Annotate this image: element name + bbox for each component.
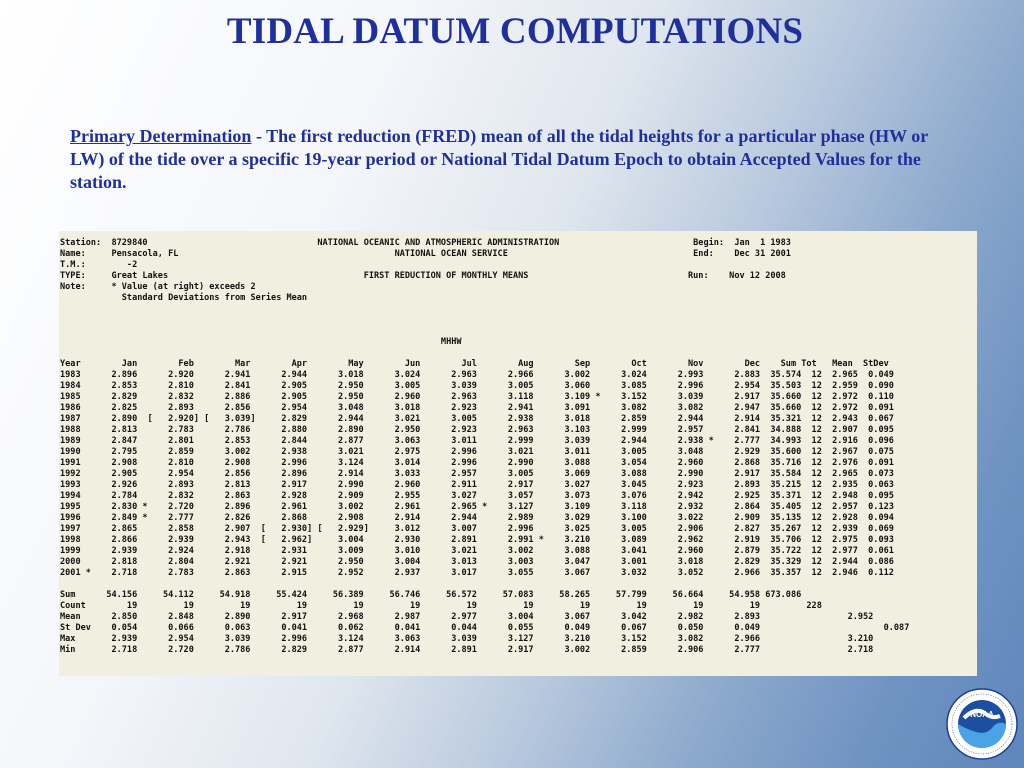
- report-line: 1992 2.905 2.954 2.856 2.896 2.914 3.033 2.957 3.005 3.069 3.088 2.990 2.917 35.584 12 2.965 0.073: [60, 469, 894, 479]
- report-line: 1998 2.866 2.939 2.943 [ 2.962] 3.004 2.930 2.891 2.991 * 3.210 3.089 2.962 2.919 35.706 12 2.975 0.093: [60, 535, 894, 545]
- report-line: Year Jan Feb Mar Apr May Jun Jul Aug Sep Oct Nov Dec Sum Tot Mean StDev: [60, 359, 889, 369]
- intro-text: - The first reduction (FRED) mean of all the tidal heights for a particular phase (HW or LW) of the tide over a specific 19-year period or National Tidal Datum Epoch to obtain Accepted Values for the station.: [70, 126, 928, 192]
- report-line: 1994 2.784 2.832 2.863 2.928 2.909 2.955 3.027 3.057 3.073 3.076 2.942 2.925 35.371 12 2.948 0.095: [60, 491, 894, 501]
- slide-title: TIDAL DATUM COMPUTATIONS: [226, 11, 804, 52]
- noaa-logo-icon: [946, 688, 1018, 760]
- report-line: Mean 2.850 2.848 2.890 2.917 2.968 2.987 2.977 3.004 3.067 3.042 2.982 2.893 2.952: [60, 612, 874, 622]
- report-line: St Dev 0.054 0.066 0.063 0.041 0.062 0.041 0.044 0.055 0.049 0.067 0.050 0.049 0.087: [60, 623, 910, 633]
- report-line: 1985 2.829 2.832 2.886 2.905 2.950 2.960 2.963 3.118 3.109 * 3.152 3.039 2.917 35.660 12 2.972 0.110: [60, 392, 894, 402]
- report-line: 1991 2.908 2.810 2.908 2.996 3.124 3.014 2.996 2.990 3.088 3.054 2.960 2.868 35.716 12 2.976 0.091: [60, 458, 894, 468]
- report-line: 2001 * 2.718 2.783 2.863 2.915 2.952 2.937 3.017 3.055 3.067 3.032 3.052 2.966 35.357 12 2.946 0.112: [60, 568, 894, 578]
- report-line: Note: * Value (at right) exceeds 2: [60, 282, 256, 292]
- report-line: 2000 2.818 2.804 2.921 2.921 2.950 3.004 3.013 3.003 3.047 3.001 3.018 2.829 35.329 12 2.944 0.086: [60, 557, 894, 567]
- report-line: 1983 2.896 2.920 2.941 2.944 3.018 3.024 2.963 2.966 3.002 3.024 2.993 2.883 35.574 12 2.965 0.049: [60, 370, 894, 380]
- report-line: Max 2.939 2.954 3.039 2.996 3.124 3.063 3.039 3.127 3.210 3.152 3.082 2.966 3.210: [60, 634, 874, 644]
- intro-term: Primary Determination: [70, 126, 252, 146]
- report-line: Count 19 19 19 19 19 19 19 19 19 19 19 19 228: [60, 601, 822, 611]
- report-line: Station: 8729840 NATIONAL OCEANIC AND ATMOSPHERIC ADMINISTRATION Begin: Jan 1 1983: [60, 238, 791, 248]
- report-line: 1990 2.795 2.859 3.002 2.938 3.021 2.975 2.996 3.021 3.011 3.005 3.048 2.929 35.600 12 2.967 0.075: [60, 447, 894, 457]
- report-line: 1995 2.830 * 2.720 2.896 2.961 3.002 2.961 2.965 * 3.127 3.109 3.118 2.932 2.864 35.405 12 2.957 0.123: [60, 502, 894, 512]
- report-line: 1984 2.853 2.810 2.841 2.905 2.950 3.005 3.039 3.005 3.060 3.085 2.996 2.954 35.503 12 2.959 0.090: [60, 381, 894, 391]
- report-line: 1986 2.825 2.893 2.856 2.954 3.048 3.018 2.923 2.941 3.091 3.082 3.082 2.947 35.660 12 2.972 0.091: [60, 403, 894, 413]
- report-line: 1989 2.847 2.801 2.853 2.844 2.877 3.063 3.011 2.999 3.039 2.944 2.938 * 2.777 34.993 12 2.916 0.096: [60, 436, 894, 446]
- report-line: TYPE: Great Lakes FIRST REDUCTION OF MONTHLY MEANS Run: Nov 12 2008: [60, 271, 786, 281]
- noaa-logo-text: NOAA: [970, 710, 994, 719]
- report-line: 1997 2.865 2.858 2.907 [ 2.930] [ 2.929] 3.012 3.007 2.996 3.025 3.005 2.906 2.827 35.267 12 2.939 0.069: [60, 524, 894, 534]
- report-line: Min 2.718 2.720 2.786 2.829 2.877 2.914 2.891 2.917 3.002 2.859 2.906 2.777 2.718: [60, 645, 874, 655]
- report-line: T.M.: -2: [60, 260, 138, 270]
- report-line: Standard Deviations from Series Mean: [60, 293, 308, 303]
- report-line: 1993 2.926 2.893 2.813 2.917 2.990 2.960 2.911 2.917 3.027 3.045 2.923 2.893 35.215 12 2.935 0.063: [60, 480, 894, 490]
- report-line: MHHW: [60, 337, 462, 347]
- report-line: Name: Pensacola, FL NATIONAL OCEAN SERVICE End: Dec 31 2001: [60, 249, 791, 259]
- report-line: 1988 2.813 2.783 2.786 2.880 2.890 2.950 2.923 2.963 3.103 2.999 2.957 2.841 34.888 12 2.907 0.095: [60, 425, 894, 435]
- report-line: 1987 2.890 [ 2.920] [ 3.039] 2.829 2.944 3.021 3.005 2.938 3.018 2.859 2.944 2.914 35.321 12 2.943 0.067: [60, 414, 894, 424]
- intro-paragraph: [70, 125, 950, 194]
- report-text: [60, 238, 909, 656]
- report-panel: [59, 231, 977, 676]
- report-line: 1999 2.939 2.924 2.918 2.931 3.009 3.010 3.021 3.002 3.088 3.041 2.960 2.879 35.722 12 2.977 0.061: [60, 546, 894, 556]
- report-line: 1996 2.849 * 2.777 2.826 2.868 2.908 2.914 2.944 2.989 3.029 3.100 3.022 2.909 35.135 12 2.928 0.094: [60, 513, 894, 523]
- report-line: Sum 54.156 54.112 54.918 55.424 56.389 56.746 56.572 57.083 58.265 57.799 56.664 54.958 673.086: [60, 590, 802, 600]
